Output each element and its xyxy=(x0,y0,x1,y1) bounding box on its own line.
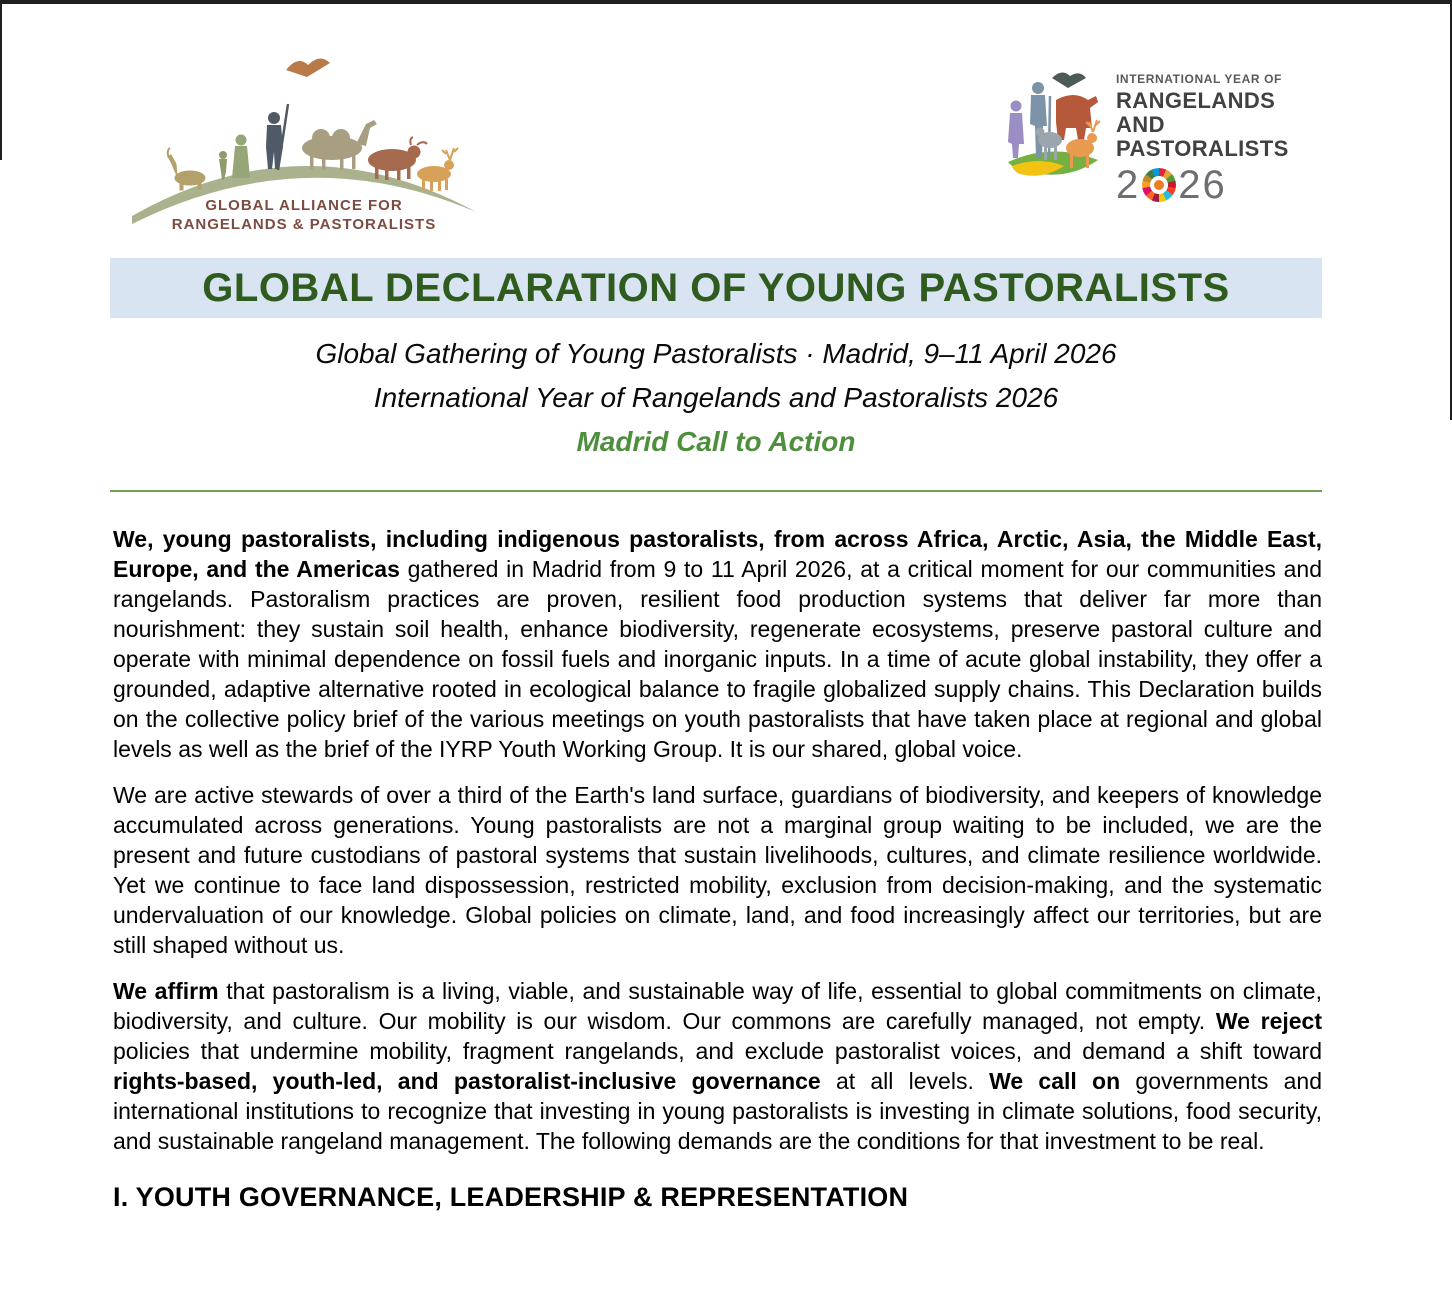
reindeer-icon xyxy=(417,148,458,191)
iyrp-line2: RANGELANDS AND xyxy=(1116,88,1276,137)
bird-icon xyxy=(1052,72,1086,88)
paragraph-stewards: We are active stewards of over a third of the Earth's land surface, guardians of biodiversity, and keepers of knowledge accumulated across generations. Young pastoralists are not a marginal group waiting to be included, we are the present and future custodians of pastoral systems that sustain livelihoods, cultures, and climate resilience worldwide. Yet we continue to face land dispossession, restricted mobility, exclusion from decision-making, and the systematic undervaluation of our knowledge. Global policies on climate, land, and food increasingly affect our territories, but are still shaped without us. xyxy=(113,782,1322,958)
garp-logo-line2: RANGELANDS & PASTORALISTS xyxy=(171,216,437,233)
person-purple-icon xyxy=(1008,101,1024,159)
iyrp-line1: INTERNATIONAL YEAR OF xyxy=(1116,72,1282,86)
child-icon xyxy=(219,151,227,180)
iyrp-year-prefix: 2 xyxy=(1116,163,1141,207)
section-heading-youth-governance: I. YOUTH GOVERNANCE, LEADERSHIP & REPRESENTATION xyxy=(113,1182,909,1212)
subtitle-iyrp: International Year of Rangelands and Pastoralists 2026 xyxy=(373,382,1059,413)
iyrp-year xyxy=(1116,165,1322,205)
subtitle-event: Global Gathering of Young Pastoralists · Madrid, 9–11 April 2026 xyxy=(315,338,1117,369)
sdg-wheel-icon xyxy=(1142,168,1176,202)
goat-icon xyxy=(168,148,205,190)
declaration-body xyxy=(113,524,1322,1213)
woman-icon xyxy=(232,135,250,179)
subtitle-block xyxy=(110,318,1322,464)
iyrp-logo-art xyxy=(1002,66,1102,184)
garp-logo-line1: GLOBAL ALLIANCE FOR xyxy=(205,197,403,214)
iyrp-year-suffix: 26 xyxy=(1178,163,1227,207)
paragraph-preamble: We, young pastoralists, including indigenous pastoralists, from across Africa, Arctic, Asia, the Middle East, Europe, and the Americas gathered in Madrid from 9 to 11 April 2026, at a critical moment for our communities and rangelands. Pastoralism practices are proven, resilient food production systems that deliver far more than nourishment: they sustain soil health, enhance biodiversity, regenerate ecosystems, preserve pastoral culture and operate with minimal dependence on fossil fuels and inorganic inputs. In a time of acute global instability, they offer a grounded, adaptive alternative rooted in ecological balance to fragile globalized supply chains. This Declaration builds on the collective policy brief of the various meetings on youth pastoralists that have taken place at regional and global levels as well as the brief of the IYRP Youth Working Group. It is our shared, global voice. xyxy=(113,526,1323,762)
iyrp-logo xyxy=(1002,66,1322,207)
bird-icon xyxy=(286,58,330,77)
section-divider xyxy=(110,490,1322,492)
document-header xyxy=(0,0,1452,258)
iyrp-line3: PASTORALISTS xyxy=(1116,136,1289,161)
herder-icon xyxy=(266,104,288,170)
paragraph-affirm: We affirm that pastoralism is a living, viable, and sustainable way of life, essential to global commitments on climate, biodiversity, and culture. Our mobility is our wisdom. Our commons are carefully managed, not empty. We reject policies that undermine mobility, fragment rangelands, and exclude pastoralist voices, and demand a shift toward rights-based, youth-led, and pastoralist-inclusive governance at all levels. We call on governments and international institutions to recognize that investing in young pastoralists is investing in climate solutions, food security, and sustainable rangeland management. The following demands are the conditions for that investment to be real. xyxy=(113,978,1322,1154)
camel-icon xyxy=(302,120,377,170)
iyrp-logo-text xyxy=(1116,66,1322,207)
garp-logo xyxy=(128,52,480,248)
title-banner xyxy=(110,258,1322,318)
subtitle-call-to-action: Madrid Call to Action xyxy=(576,426,856,457)
page-title: GLOBAL DECLARATION OF YOUNG PASTORALISTS xyxy=(202,265,1230,310)
